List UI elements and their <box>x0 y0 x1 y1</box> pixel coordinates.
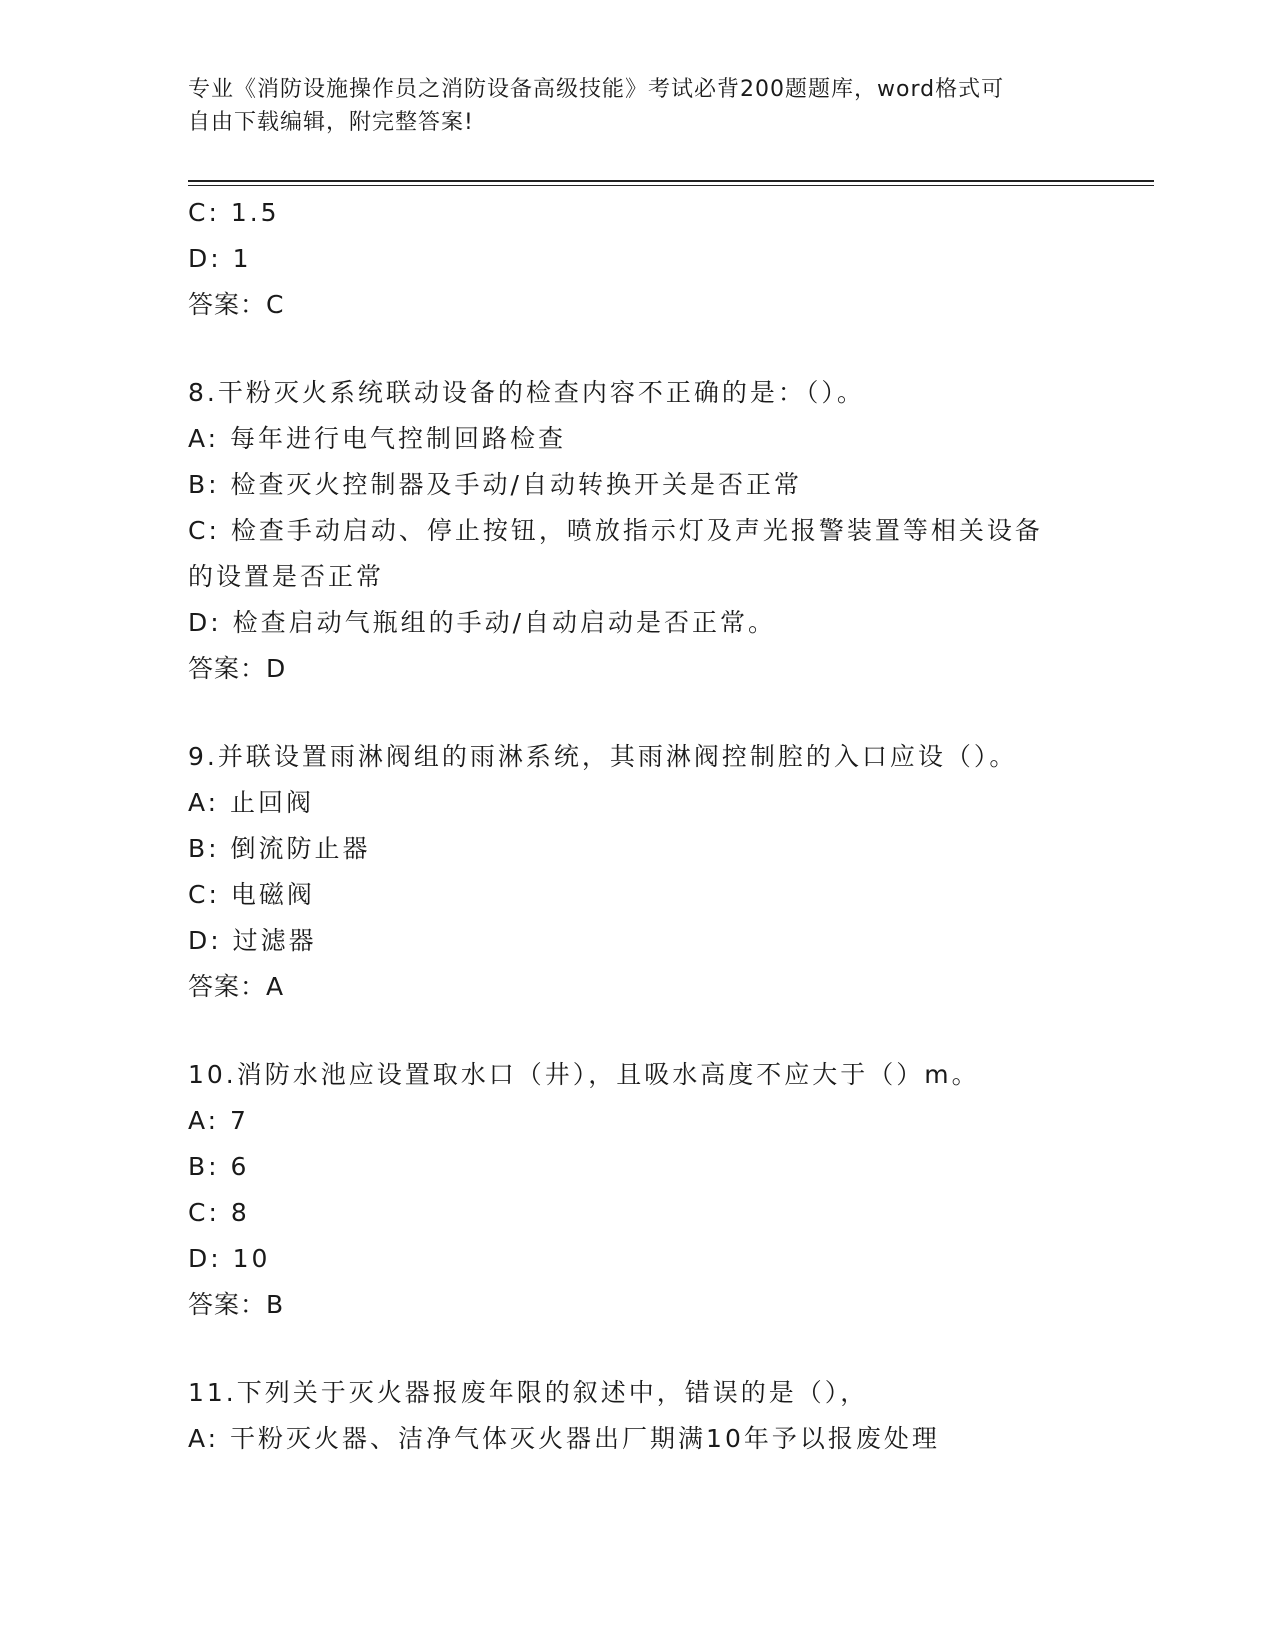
question-block-11 <box>188 1370 1088 1462</box>
option-d: D: 过滤器 <box>188 926 317 955</box>
option-d: D: 1 <box>188 244 252 273</box>
option-c: C: 检查手动启动、停止按钮，喷放指示灯及声光报警装置等相关设备 <box>188 516 1043 545</box>
option-b: B: 检查灭火控制器及手动/自动转换开关是否正常 <box>188 470 802 499</box>
header-line-1: 专业《消防设施操作员之消防设备高级技能》考试必背200题题库，word格式可 <box>188 77 1005 102</box>
question-block-7 <box>188 190 1088 328</box>
question-list <box>188 190 1088 1462</box>
option-c: C: 电磁阀 <box>188 880 315 909</box>
answer-line: 答案：D <box>188 654 287 683</box>
answer-line: 答案：C <box>188 290 285 319</box>
option-c: C: 8 <box>188 1198 250 1227</box>
option-a: A: 7 <box>188 1106 249 1135</box>
option-d: D: 检查启动气瓶组的手动/自动启动是否正常。 <box>188 608 777 637</box>
answer-line: 答案：B <box>188 1290 285 1319</box>
option-a: A: 每年进行电气控制回路检查 <box>188 424 567 453</box>
question-block-9 <box>188 734 1088 1010</box>
document-header <box>188 73 1088 139</box>
question-block-10 <box>188 1052 1088 1328</box>
option-b: B: 倒流防止器 <box>188 834 371 863</box>
header-divider <box>188 180 1154 186</box>
answer-line: 答案：A <box>188 972 285 1001</box>
option-b: B: 6 <box>188 1152 250 1181</box>
question-text: 10.消防水池应设置取水口（井），且吸水高度不应大于（）m。 <box>188 1060 980 1089</box>
question-text: 9.并联设置雨淋阀组的雨淋系统，其雨淋阀控制腔的入口应设（）。 <box>188 742 1018 771</box>
option-c: C: 1.5 <box>188 198 280 227</box>
option-a: A: 止回阀 <box>188 788 315 817</box>
option-a: A: 干粉灭火器、洁净气体灭火器出厂期满10年予以报废处理 <box>188 1424 940 1453</box>
option-c-continued: 的设置是否正常 <box>188 562 385 591</box>
question-text: 11.下列关于灭火器报废年限的叙述中，错误的是（）， <box>188 1378 869 1407</box>
option-d: D: 10 <box>188 1244 271 1273</box>
question-block-8 <box>188 370 1088 692</box>
header-line-2: 自由下载编辑，附完整答案! <box>188 110 474 135</box>
question-text: 8.干粉灭火系统联动设备的检查内容不正确的是：（）。 <box>188 378 865 407</box>
